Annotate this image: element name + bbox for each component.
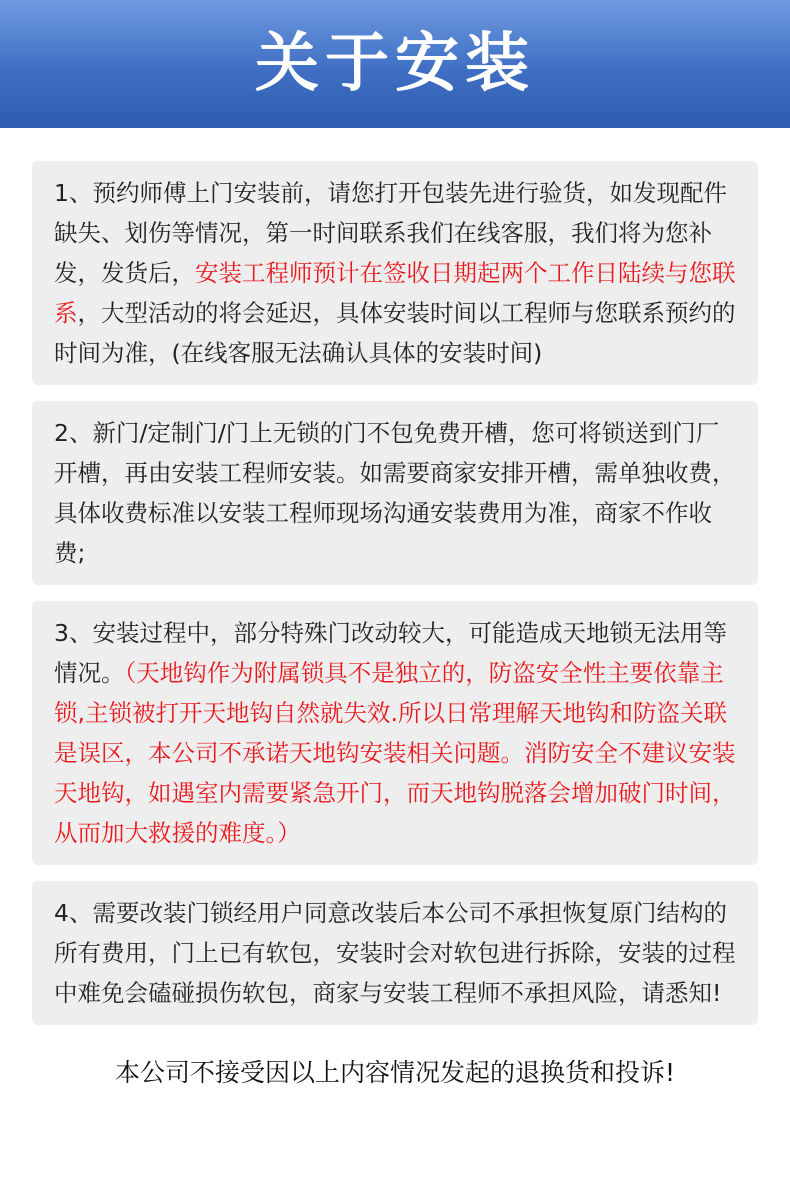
notes-container	[0, 128, 790, 1093]
note-1-text-part1: 1、预约师傅上门安装前，请您打开包装先进行验货，如发现配件缺失、划伤等情况，第一时间联系我们在线客服，我们将为您补发，发货后，	[54, 179, 727, 287]
note-text-3	[54, 613, 736, 853]
disclaimer-text: 本公司不接受因以上内容情况发起的退换货和投诉!	[114, 1058, 676, 1087]
page-title: 关于安装	[255, 27, 535, 101]
note-1-highlight: 安装工程师预计在签收日期起两个工作日陆续与您联系	[54, 259, 736, 327]
note-text-1	[54, 173, 736, 373]
note-text-2: 2、新门/定制门/门上无锁的门不包免费开槽，您可将锁送到门厂开槽，再由安装工程师安装。如需要商家安排开槽，需单独收费，具体收费标准以安装工程师现场沟通安装费用为准，商家不作收费;	[54, 419, 736, 567]
note-1-text-part2: ，大型活动的将会延迟，具体安装时间以工程师与您联系预约的时间为准，(在线客服无法确认具体的安装时间)	[54, 299, 736, 367]
note-3-highlight: （天地钩作为附属锁具不是独立的，防盗安全性主要依靠主锁,主锁被打开天地钩自然就失效.所以日常理解天地钩和防盗关联是误区，本公司不承诺天地钩安装相关问题。消防安全不建议安装天地钩，如遇室内需要紧急开门，而天地钩脱落会增加破门时间，从而加大救援的难度。）	[54, 659, 736, 847]
note-card-1	[32, 161, 758, 385]
note-card-4	[32, 881, 758, 1025]
note-3-text-part1: 3、安装过程中，部分特殊门改动较大，可能造成天地锁无法用等情况。	[54, 619, 727, 687]
note-text-4: 4、需要改装门锁经用户同意改装后本公司不承担恢复原门结构的所有费用，门上已有软包，安装时会对软包进行拆除，安装的过程中难免会磕碰损伤软包，商家与安装工程师不承担风险，请悉知!	[54, 899, 736, 1007]
note-card-2	[32, 401, 758, 585]
header-banner	[0, 0, 790, 128]
note-card-3	[32, 601, 758, 865]
